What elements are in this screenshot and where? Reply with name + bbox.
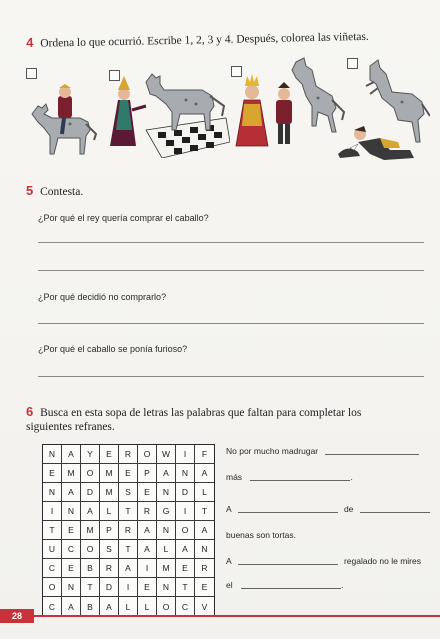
grid-cell[interactable]: A [62, 445, 81, 464]
grid-cell[interactable]: B [81, 559, 100, 578]
grid-cell[interactable]: A [62, 483, 81, 502]
grid-cell[interactable]: A [138, 540, 157, 559]
grid-cell[interactable]: N [43, 483, 62, 502]
grid-cell[interactable]: N [195, 540, 214, 559]
grid-cell[interactable]: C [43, 597, 62, 616]
exercise-5-number: 5 [26, 183, 34, 198]
question-3: ¿Por qué el caballo se ponía furioso? [38, 344, 188, 354]
grid-cell[interactable]: T [195, 502, 214, 521]
question-1: ¿Por qué el rey quería comprar el caballo? [38, 213, 209, 223]
grid-cell[interactable]: A [81, 502, 100, 521]
grid-cell[interactable]: G [157, 502, 176, 521]
scene-rider-on-horse [24, 84, 102, 158]
grid-cell[interactable]: A [62, 597, 81, 616]
proverb-3-regalado: regalado no le mires [343, 556, 421, 566]
grid-cell[interactable]: N [157, 483, 176, 502]
grid-cell[interactable]: L [119, 597, 138, 616]
proverb-3-period: . [341, 580, 344, 590]
question-2: ¿Por qué decidió no comprarlo? [38, 292, 167, 302]
proverb-1-mas: más [226, 472, 243, 482]
grid-cell[interactable]: O [176, 521, 195, 540]
grid-cell[interactable]: T [81, 578, 100, 597]
chessboard-floor [146, 118, 230, 158]
grid-cell[interactable]: N [43, 445, 62, 464]
proverb-3-line-2 [226, 580, 343, 590]
proverb-1-line-2 [226, 472, 353, 482]
grid-cell[interactable]: A [195, 521, 214, 540]
grid-cell[interactable]: I [43, 502, 62, 521]
grid-cell[interactable]: U [43, 540, 62, 559]
grid-cell[interactable]: L [100, 502, 119, 521]
proverb-2-line-1 [226, 504, 430, 514]
proverb-1-line-1 [226, 446, 419, 456]
grid-cell[interactable]: P [100, 521, 119, 540]
grid-cell[interactable]: N [62, 578, 81, 597]
footer-rule [34, 615, 440, 617]
exercise-6-instruction: Busca en esta sopa de letras las palabras que faltan para completar los siguientes refranes. [26, 407, 362, 433]
grid-cell[interactable]: N [176, 464, 195, 483]
grid-cell[interactable]: E [62, 559, 81, 578]
proverb-3-line-1 [226, 556, 421, 566]
proverb-1-blank-a[interactable] [325, 446, 419, 455]
grid-cell[interactable]: O [43, 578, 62, 597]
grid-cell[interactable]: N [157, 521, 176, 540]
exercise-6-number: 6 [26, 404, 34, 419]
grid-cell[interactable]: O [138, 445, 157, 464]
grid-cell[interactable]: E [43, 464, 62, 483]
grid-cell[interactable]: E [100, 445, 119, 464]
scene-king-inspects-horse [106, 70, 230, 158]
grid-cell[interactable]: D [100, 578, 119, 597]
grid-cell[interactable]: R [195, 559, 214, 578]
proverb-1-blank-b[interactable] [250, 472, 353, 482]
grid-cell[interactable]: T [176, 578, 195, 597]
word-search-grid[interactable] [42, 444, 215, 617]
grid-cell[interactable]: I [138, 559, 157, 578]
grid-cell[interactable]: R [138, 502, 157, 521]
grid-cell[interactable]: C [43, 559, 62, 578]
grid-cell[interactable]: A [119, 559, 138, 578]
proverb-3-el: el [226, 580, 233, 590]
answer-line-3[interactable] [38, 376, 424, 377]
grid-cell[interactable]: I [119, 578, 138, 597]
grid-cell[interactable]: S [100, 540, 119, 559]
grid-cell[interactable]: T [119, 540, 138, 559]
grid-cell[interactable]: W [157, 445, 176, 464]
grid-cell[interactable]: A [157, 464, 176, 483]
grid-cell[interactable]: D [81, 483, 100, 502]
grid-cell[interactable]: E [119, 464, 138, 483]
answer-line-1a[interactable] [38, 242, 424, 243]
proverb-2-blank-b[interactable] [360, 504, 430, 513]
grid-cell[interactable]: L [157, 540, 176, 559]
grid-cell[interactable]: I [176, 445, 195, 464]
grid-cell[interactable]: E [195, 578, 214, 597]
answer-line-1b[interactable] [38, 270, 424, 271]
grid-cell[interactable]: R [119, 521, 138, 540]
proverb-2-blank-a[interactable] [238, 504, 338, 513]
grid-cell[interactable]: B [81, 597, 100, 616]
answer-line-2[interactable] [38, 323, 424, 324]
grid-cell[interactable]: M [62, 464, 81, 483]
proverb-1-text: No por mucho madrugar [226, 446, 319, 456]
grid-cell[interactable]: O [81, 464, 100, 483]
proverb-2-de: de [343, 504, 354, 514]
grid-cell[interactable]: E [176, 559, 195, 578]
fallen-hat-icon [336, 142, 362, 160]
grid-cell[interactable]: M [157, 559, 176, 578]
grid-cell[interactable]: L [138, 597, 157, 616]
grid-cell[interactable]: F [195, 445, 214, 464]
page-number: 28 [0, 609, 34, 623]
proverb-2-line-2: buenas son tortas. [226, 530, 296, 540]
order-box-1[interactable] [26, 68, 37, 79]
grid-cell[interactable]: M [81, 521, 100, 540]
grid-cell[interactable]: L [195, 483, 214, 502]
exercise-4-instruction: Ordena lo que ocurrió. Escribe 1, 2, 3 y 4. Después, colorea las viñetas. [40, 30, 369, 50]
proverb-3-a: A [226, 556, 232, 566]
grid-cell[interactable]: S [119, 483, 138, 502]
grid-cell[interactable]: M [100, 483, 119, 502]
grid-cell[interactable]: D [176, 483, 195, 502]
proverb-3-blank-b[interactable] [241, 580, 344, 590]
grid-cell[interactable]: M [100, 464, 119, 483]
grid-cell[interactable]: R [119, 445, 138, 464]
grid-cell[interactable]: P [138, 464, 157, 483]
grid-cell[interactable]: A [176, 540, 195, 559]
grid-cell[interactable]: A [138, 521, 157, 540]
proverb-2-a: A [226, 504, 232, 514]
grid-cell[interactable]: A [100, 597, 119, 616]
proverb-1-period: . [350, 472, 353, 482]
grid-cell[interactable]: C [176, 597, 195, 616]
proverb-3-blank-a[interactable] [238, 556, 338, 565]
grid-cell[interactable]: E [62, 521, 81, 540]
exercise-5-instruction: Contesta. [40, 186, 84, 198]
grid-cell[interactable]: Y [81, 445, 100, 464]
grid-cell[interactable]: E [138, 483, 157, 502]
grid-cell[interactable]: T [119, 502, 138, 521]
exercise-5-heading [26, 184, 83, 199]
grid-cell[interactable]: V [201, 601, 208, 612]
grid-cell[interactable]: T [43, 521, 62, 540]
scene-horse-rears-at-royals [232, 56, 352, 152]
grid-cell[interactable]: N [157, 578, 176, 597]
grid-cell[interactable]: O [157, 597, 176, 616]
grid-cell[interactable]: R [100, 559, 119, 578]
exercise-4-number: 4 [25, 34, 34, 50]
grid-cell[interactable]: A [195, 464, 214, 483]
grid-cell[interactable]: I [176, 502, 195, 521]
grid-cell[interactable]: O [81, 540, 100, 559]
grid-cell[interactable]: N [62, 502, 81, 521]
exercise-4-heading [26, 28, 406, 51]
exercise-6-heading [26, 405, 406, 434]
grid-cell[interactable]: E [138, 578, 157, 597]
grid-cell[interactable]: C [62, 540, 81, 559]
